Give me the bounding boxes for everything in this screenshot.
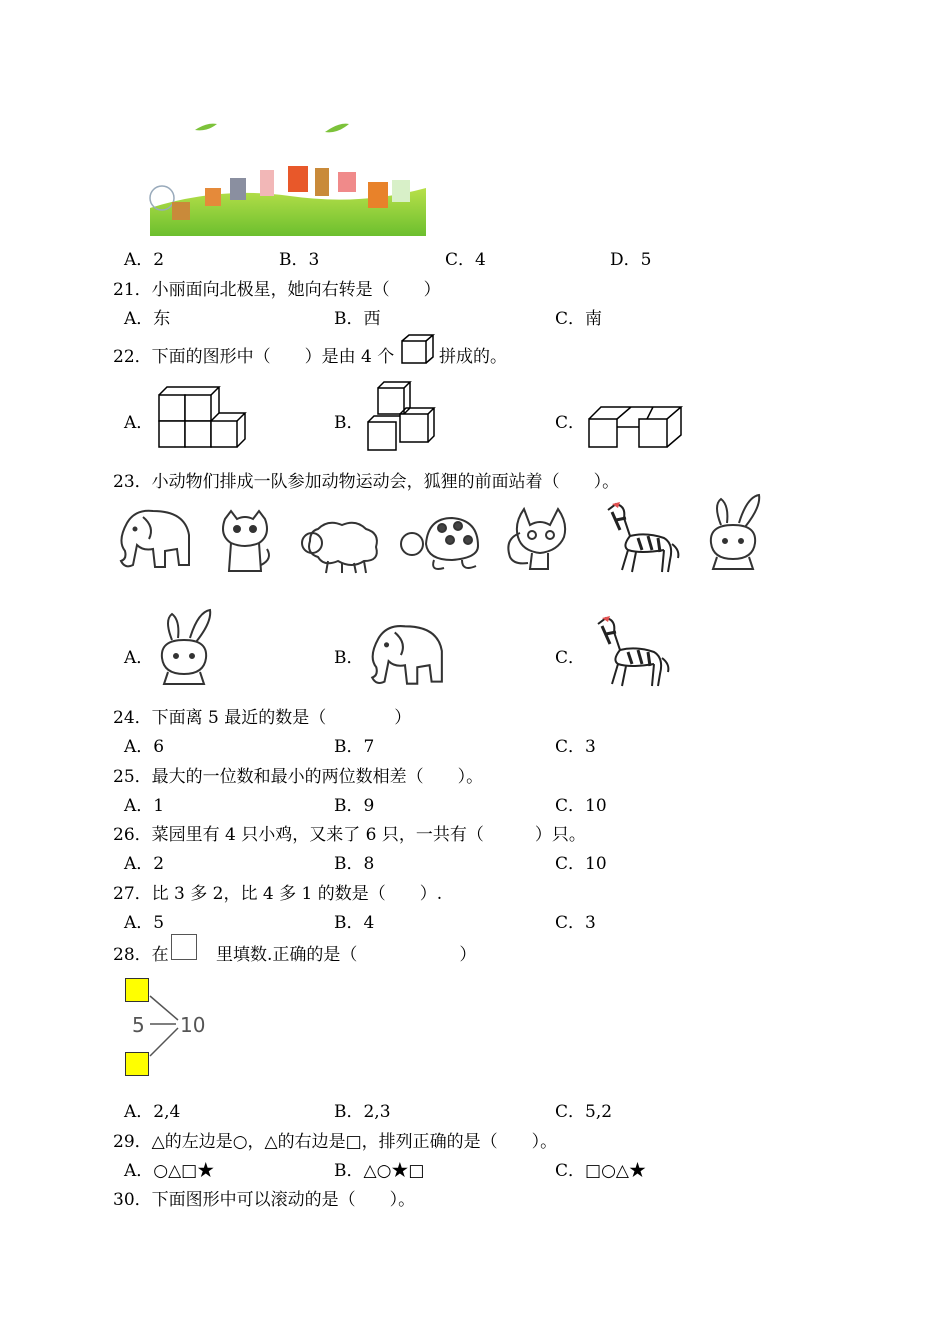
q25-question: 25．最大的一位数和最小的两位数相差（ ）。 xyxy=(113,767,484,787)
top-answer-box[interactable] xyxy=(125,978,149,1002)
sheep-icon xyxy=(298,519,382,575)
q22-option-a[interactable]: A． xyxy=(124,413,154,433)
q27-question: 27．比 3 多 2，比 4 多 1 的数是（ ）. xyxy=(113,884,443,904)
q22-figure-b[interactable] xyxy=(366,380,440,452)
q23-option-b-elephant-icon[interactable] xyxy=(364,620,448,690)
q22-figure-a[interactable] xyxy=(157,385,249,451)
q20-option-d[interactable]: D．5 xyxy=(610,250,652,270)
q20-option-c[interactable]: C．4 xyxy=(445,250,486,270)
q28-option-b[interactable]: B．2,3 xyxy=(334,1102,391,1122)
q21-option-b[interactable]: B．西 xyxy=(334,309,381,329)
q25-option-a[interactable]: A．1 xyxy=(124,796,165,816)
q23-question: 23．小动物们排成一队参加动物运动会，狐狸的前面站着（ ）。 xyxy=(113,472,620,492)
bottom-answer-box[interactable] xyxy=(125,1052,149,1076)
elephant-icon xyxy=(113,505,195,573)
q23-option-a-rabbit-icon[interactable] xyxy=(154,606,216,690)
q29-question: 29．△的左边是○，△的右边是□，排列正确的是（ ）。 xyxy=(113,1132,558,1152)
number-split-diagram xyxy=(124,976,214,1078)
q22-figure-c[interactable] xyxy=(587,403,687,451)
q27-option-b[interactable]: B．4 xyxy=(334,913,375,933)
q29-option-a[interactable]: A．○△□★ xyxy=(124,1161,215,1181)
q29-option-b[interactable]: B．△○★□ xyxy=(334,1161,425,1181)
q27-option-a[interactable]: A．5 xyxy=(124,913,165,933)
q27-option-c[interactable]: C．3 xyxy=(555,913,596,933)
q21-option-a[interactable]: A．东 xyxy=(124,309,171,329)
q26-option-c[interactable]: C．10 xyxy=(555,854,607,874)
q21-question: 21．小丽面向北极星，她向右转是（ ） xyxy=(113,280,441,300)
q20-option-b[interactable]: B．3 xyxy=(279,250,320,270)
cube-icon xyxy=(401,334,435,364)
q20-option-a[interactable]: A．2 xyxy=(124,250,165,270)
q22-question-end: 拼成的。 xyxy=(439,347,507,367)
q28-option-c[interactable]: C．5,2 xyxy=(555,1102,613,1122)
fox-icon xyxy=(502,503,578,575)
q24-option-c[interactable]: C．3 xyxy=(555,737,596,757)
q28-option-a[interactable]: A．2,4 xyxy=(124,1102,181,1122)
q24-option-a[interactable]: A．6 xyxy=(124,737,165,757)
q24-question: 24．下面离 5 最近的数是（ ） xyxy=(113,708,412,728)
animals-hill-illustration xyxy=(150,118,426,236)
q24-option-b[interactable]: B．7 xyxy=(334,737,375,757)
q22-option-c[interactable]: C． xyxy=(555,413,586,433)
q23-option-c[interactable]: C． xyxy=(555,648,586,668)
q26-option-a[interactable]: A．2 xyxy=(124,854,165,874)
zebra-icon xyxy=(598,500,682,576)
q23-option-a[interactable]: A． xyxy=(124,648,154,668)
q26-option-b[interactable]: B．8 xyxy=(334,854,375,874)
diagram-right-number: 10 xyxy=(180,1013,206,1037)
q28-question: 28．在 xyxy=(113,945,169,965)
blank-box-icon xyxy=(171,934,197,960)
diagram-left-number: 5 xyxy=(132,1013,145,1037)
cat-icon xyxy=(217,509,273,575)
q28-question-end: 里填数.正确的是（ ） xyxy=(216,945,477,965)
turtle-icon xyxy=(398,514,484,574)
q23-option-b[interactable]: B． xyxy=(334,648,364,668)
q22-question: 22．下面的图形中（ ）是由 4 个 xyxy=(113,347,395,367)
q25-option-b[interactable]: B．9 xyxy=(334,796,375,816)
q30-question: 30．下面图形中可以滚动的是（ ）。 xyxy=(113,1190,416,1210)
q22-option-b[interactable]: B． xyxy=(334,413,364,433)
q29-option-c[interactable]: C．□○△★ xyxy=(555,1161,646,1181)
q26-question: 26．菜园里有 4 只小鸡，又来了 6 只，一共有（ ）只。 xyxy=(113,825,586,845)
q23-option-c-zebra-icon[interactable] xyxy=(588,614,672,690)
q25-option-c[interactable]: C．10 xyxy=(555,796,607,816)
q21-option-c[interactable]: C．南 xyxy=(555,309,603,329)
rabbit-icon xyxy=(703,491,765,575)
